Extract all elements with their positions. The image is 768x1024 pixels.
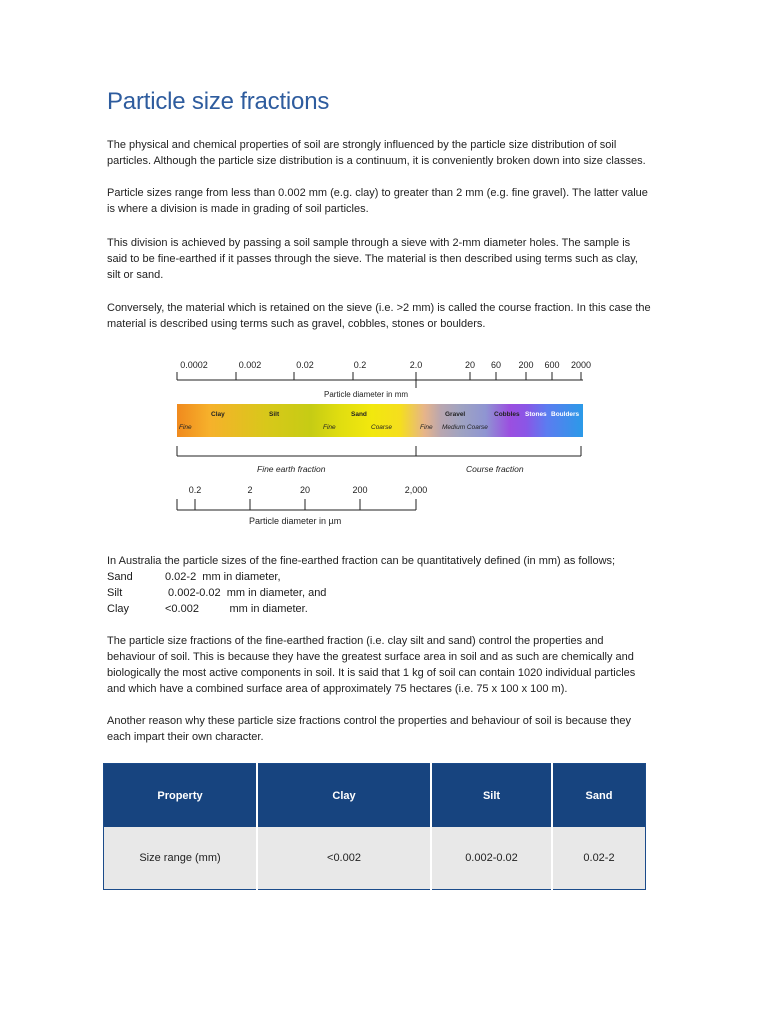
table-cell-silt: 0.002-0.02 — [431, 827, 552, 890]
mm-tick-5: 20 — [464, 360, 476, 370]
paragraph-fine-earth-control: The particle size fractions of the fine-earthed fraction (i.e. clay silt and sand) control the properties and behaviour of soil. This is because they have the greatest surface area in soil and as such are chemically and biologically the most active components in soil. It is said that 1 kg of soil can contain 1020 individual particles and which have a combined surface area of approximately 75 hectares (i.e. 75 x 100 x 100 m). — [107, 635, 636, 695]
um-tick-3: 200 — [352, 485, 368, 495]
table-header-sand: Sand — [552, 764, 646, 828]
paragraph-character: Another reason why these particle size fractions control the properties and behaviour of soil is because they each impart their own character. — [107, 715, 632, 743]
table-row — [104, 827, 646, 890]
course-fraction-label: Course fraction — [466, 464, 524, 474]
table-cell-clay: <0.002 — [257, 827, 431, 890]
subclass-medium-coarse-gravel: Medium Coarse — [442, 424, 488, 431]
class-clay: Clay — [211, 411, 225, 418]
class-gravel: Gravel — [445, 411, 466, 418]
table-header-clay: Clay — [257, 764, 431, 828]
class-boulders: Boulders — [551, 411, 580, 418]
mm-axis-title: Particle diameter in mm — [324, 390, 409, 399]
table-header-row — [104, 764, 646, 828]
fine-earth-fraction-label: Fine earth fraction — [257, 464, 326, 474]
size-definitions — [107, 569, 326, 617]
paragraph-course-fraction: Conversely, the material which is retained on the sieve (i.e. >2 mm) is called the course fraction. In this case the material is described using terms such as gravel, cobbles, stones or boulders. — [107, 302, 651, 330]
table-cell-property: Size range (mm) — [104, 827, 258, 890]
um-tick-4: 2,000 — [404, 485, 428, 495]
diagram-lines — [170, 352, 600, 532]
mm-tick-4: 2.0 — [409, 360, 423, 370]
um-tick-1: 2 — [247, 485, 253, 495]
subclass-fine-sand: Fine — [323, 424, 336, 431]
paragraph-size-range: Particle sizes range from less than 0.002 mm (e.g. clay) to greater than 2 mm (e.g. fine gravel). The latter value is where a division is made in grading of soil particles. — [107, 187, 648, 215]
mm-tick-3: 0.2 — [353, 360, 367, 370]
table-header-silt: Silt — [431, 764, 552, 828]
um-tick-0: 0.2 — [188, 485, 202, 495]
table-cell-sand: 0.02-2 — [552, 827, 646, 890]
page-title: Particle size fractions — [107, 88, 330, 115]
subclass-fine-gravel: Fine — [420, 424, 433, 431]
mm-tick-2: 0.02 — [296, 360, 314, 370]
mm-tick-0: 0.0002 — [180, 360, 208, 370]
class-silt: Silt — [269, 411, 280, 418]
class-sand: Sand — [351, 411, 367, 418]
um-tick-2: 20 — [299, 485, 311, 495]
size-definition-clay: Clay <0.002 mm in diameter. — [107, 603, 308, 615]
um-axis-title: Particle diameter in µm — [249, 516, 342, 526]
particle-class-band — [177, 404, 583, 437]
mm-tick-9: 2000 — [570, 360, 592, 370]
particle-size-table — [103, 763, 646, 890]
mm-tick-7: 200 — [518, 360, 534, 370]
paragraph-australia: In Australia the particle sizes of the fine-earthed fraction can be quantitatively defined (in mm) as follows; — [107, 555, 616, 567]
particle-size-diagram — [170, 352, 600, 532]
mm-tick-8: 600 — [544, 360, 560, 370]
class-stones: Stones — [525, 411, 547, 418]
mm-tick-6: 60 — [490, 360, 502, 370]
mm-tick-1: 0.002 — [238, 360, 262, 370]
subclass-fine-clay: Fine — [179, 424, 192, 431]
size-definition-sand: Sand 0.02-2 mm in diameter, — [107, 571, 281, 583]
size-definition-silt: Silt 0.002-0.02 mm in diameter, and — [107, 587, 327, 599]
paragraph-sieve: This division is achieved by passing a soil sample through a sieve with 2-mm diameter holes. The sample is said to be fine-earthed if it passes through the sieve. The material is then described using terms such as clay, silt or sand. — [107, 237, 638, 281]
paragraph-intro: The physical and chemical properties of soil are strongly influenced by the particle size distribution of soil particles. Although the particle size distribution is a continuum, it is conveniently broken down into size classes. — [107, 139, 646, 167]
table-header-property: Property — [104, 764, 258, 828]
subclass-coarse-sand: Coarse — [371, 424, 392, 431]
class-cobbles: Cobbles — [494, 411, 520, 418]
